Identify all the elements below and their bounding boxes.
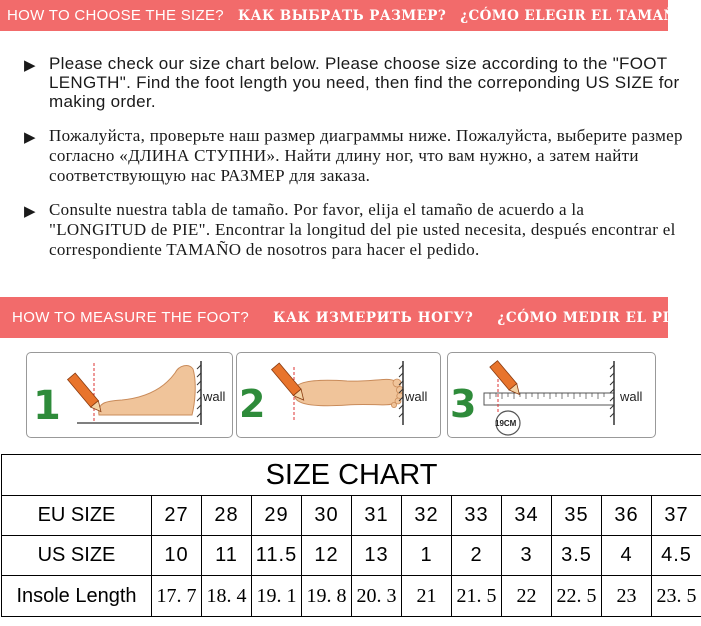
table-row-insole	[2, 576, 701, 617]
step-2-panel	[236, 352, 441, 438]
bullet-icon: ▶	[24, 204, 36, 220]
table-cell: 36	[602, 496, 652, 536]
measure-foot-banner	[0, 297, 689, 338]
measure-foot-es: ¿CÓMO MEDIR EL PIE?	[497, 309, 689, 326]
table-cell: 19. 1	[252, 576, 302, 617]
table-cell: 35	[552, 496, 602, 536]
table-cell: 22. 5	[552, 576, 602, 617]
wall-label: wall	[203, 389, 226, 404]
row-label: EU SIZE	[2, 496, 152, 536]
table-cell: 11	[202, 536, 252, 576]
table-cell: 28	[202, 496, 252, 536]
table-cell: 3.5	[552, 536, 602, 576]
choose-size-banner	[0, 0, 697, 31]
wall-label: wall	[620, 389, 643, 404]
ruler-reading: 19CM	[495, 419, 517, 428]
table-cell: 2	[452, 536, 502, 576]
size-chart-title: SIZE CHART	[2, 455, 701, 496]
foot-side-pencil-icon	[27, 353, 232, 437]
table-cell: 21	[402, 576, 452, 617]
table-cell: 4	[602, 536, 652, 576]
table-cell: 1	[402, 536, 452, 576]
step-1-panel	[26, 352, 233, 438]
choose-size-ru: КАК ВЫБРАТЬ РАЗМЕР?	[237, 7, 447, 24]
table-cell: 27	[152, 496, 202, 536]
table-cell: 4.5	[652, 536, 701, 576]
step-number: 2	[239, 382, 266, 426]
table-cell: 20. 3	[352, 576, 402, 617]
size-chart-table	[1, 454, 701, 617]
table-cell: 12	[302, 536, 352, 576]
measure-foot-en: HOW TO MEASURE THE FOOT?	[12, 309, 250, 326]
wall-label: wall	[405, 389, 428, 404]
table-row-us	[2, 536, 701, 576]
instruction-text: Consulte nuestra tabla de tamaño. Por favor, elija el tamaño de acuerdo a la "LONGITUD de PIE". Encontrar la longitud del pie usted necesita, después encontrar el correspondiente TAMAÑO de nosotros para hacer el pedido.	[49, 200, 676, 259]
step-number: 3	[450, 382, 477, 426]
table-cell: 19. 8	[302, 576, 352, 617]
instruction-text: Please check our size chart below. Please choose size according to the "FOOT LENGTH". Find the foot length you need, then find the correponding US SIZE for making order.	[49, 54, 680, 111]
table-cell: 29	[252, 496, 302, 536]
bullet-icon: ▶	[24, 57, 36, 74]
table-cell: 23. 5	[652, 576, 701, 617]
bullet-icon: ▶	[24, 130, 36, 146]
table-cell: 23	[602, 576, 652, 617]
table-cell: 13	[352, 536, 402, 576]
instruction-es	[24, 200, 684, 260]
row-label: Insole Length	[2, 576, 152, 617]
table-cell: 37	[652, 496, 701, 536]
table-cell: 31	[352, 496, 402, 536]
table-cell: 32	[402, 496, 452, 536]
step-3-panel	[447, 352, 656, 438]
table-cell: 17. 7	[152, 576, 202, 617]
row-label: US SIZE	[2, 536, 152, 576]
choose-size-en: HOW TO CHOOSE THE SIZE?	[7, 7, 224, 24]
table-cell: 3	[502, 536, 552, 576]
table-cell: 33	[452, 496, 502, 536]
table-cell: 21. 5	[452, 576, 502, 617]
table-cell: 22	[502, 576, 552, 617]
choose-size-es: ¿CÓMO ELEGIR EL TAMAÑO?	[460, 7, 697, 24]
table-cell: 10	[152, 536, 202, 576]
instruction-en	[24, 54, 684, 111]
table-cell: 18. 4	[202, 576, 252, 617]
table-row-eu	[2, 496, 701, 536]
step-number: 1	[33, 383, 61, 429]
measure-foot-ru: КАК ИЗМЕРИТЬ НОГУ?	[273, 309, 474, 326]
table-cell: 11.5	[252, 536, 302, 576]
instruction-ru	[24, 126, 684, 186]
table-cell: 30	[302, 496, 352, 536]
instruction-text: Пожалуйста, проверьте наш размер диаграммы ниже. Пожалуйста, выберите размер согласно «ДЛИНА СТУПНИ». Найти длину ног, что вам нужно, а затем найти соответствующую нас РАЗМЕР для заказа.	[49, 126, 683, 185]
table-cell: 34	[502, 496, 552, 536]
